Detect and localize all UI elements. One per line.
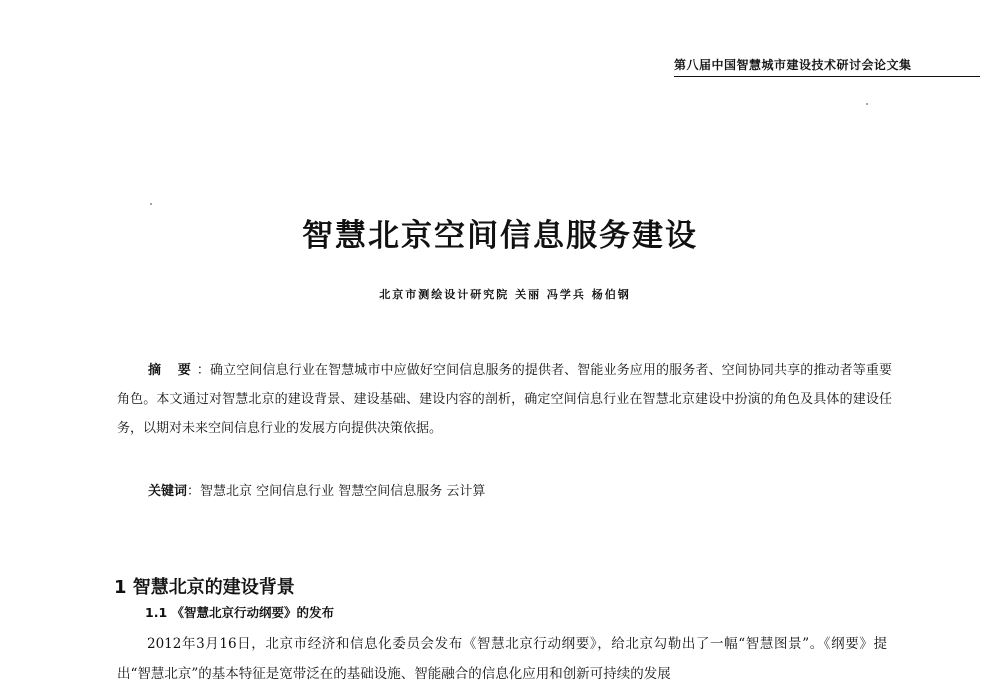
keywords xyxy=(148,480,485,499)
keywords-label: 关键词 xyxy=(148,484,188,499)
keywords-text: ：智慧北京 空间信息行业 智慧空间信息服务 云计算 xyxy=(187,484,486,499)
abstract-text: ：确立空间信息行业在智慧城市中应做好空间信息服务的提供者、智能业务应用的服务者、空间协同共享的推动者等重要角色。本文通过对智慧北京的建设背景、建设基础、建设内容的剖析，确定空间信息行业在智慧北京建设中扮演的角色及具体的建设任务，以期对未来空间信息行业的发展方向提供决策依据。 xyxy=(117,363,892,436)
running-header: 第八届中国智慧城市建设技术研讨会论文集 xyxy=(674,58,912,72)
paper-title: 智慧北京空间信息服务建设 xyxy=(302,218,698,254)
header-rule xyxy=(674,76,980,77)
section-heading: 1 智慧北京的建设背景 xyxy=(114,577,295,598)
body-paragraph: 2012年3月16日，北京市经济和信息化委员会发布《智慧北京行动纲要》，给北京勾勒出了一幅“智慧图景”。《纲要》提出“智慧北京”的基本特征是宽带泛在的基础设施、智能融合的信息化应用和创新可持续的发展 xyxy=(117,636,887,682)
scan-speck xyxy=(866,103,868,105)
subsection-heading: 1.1 《智慧北京行动纲要》的发布 xyxy=(145,605,334,620)
abstract-label: 摘 要 xyxy=(148,363,197,378)
scan-speck xyxy=(150,203,152,205)
paper-authors: 北京市测绘设计研究院 关丽 冯学兵 杨伯钢 xyxy=(379,288,631,301)
abstract xyxy=(117,356,892,443)
